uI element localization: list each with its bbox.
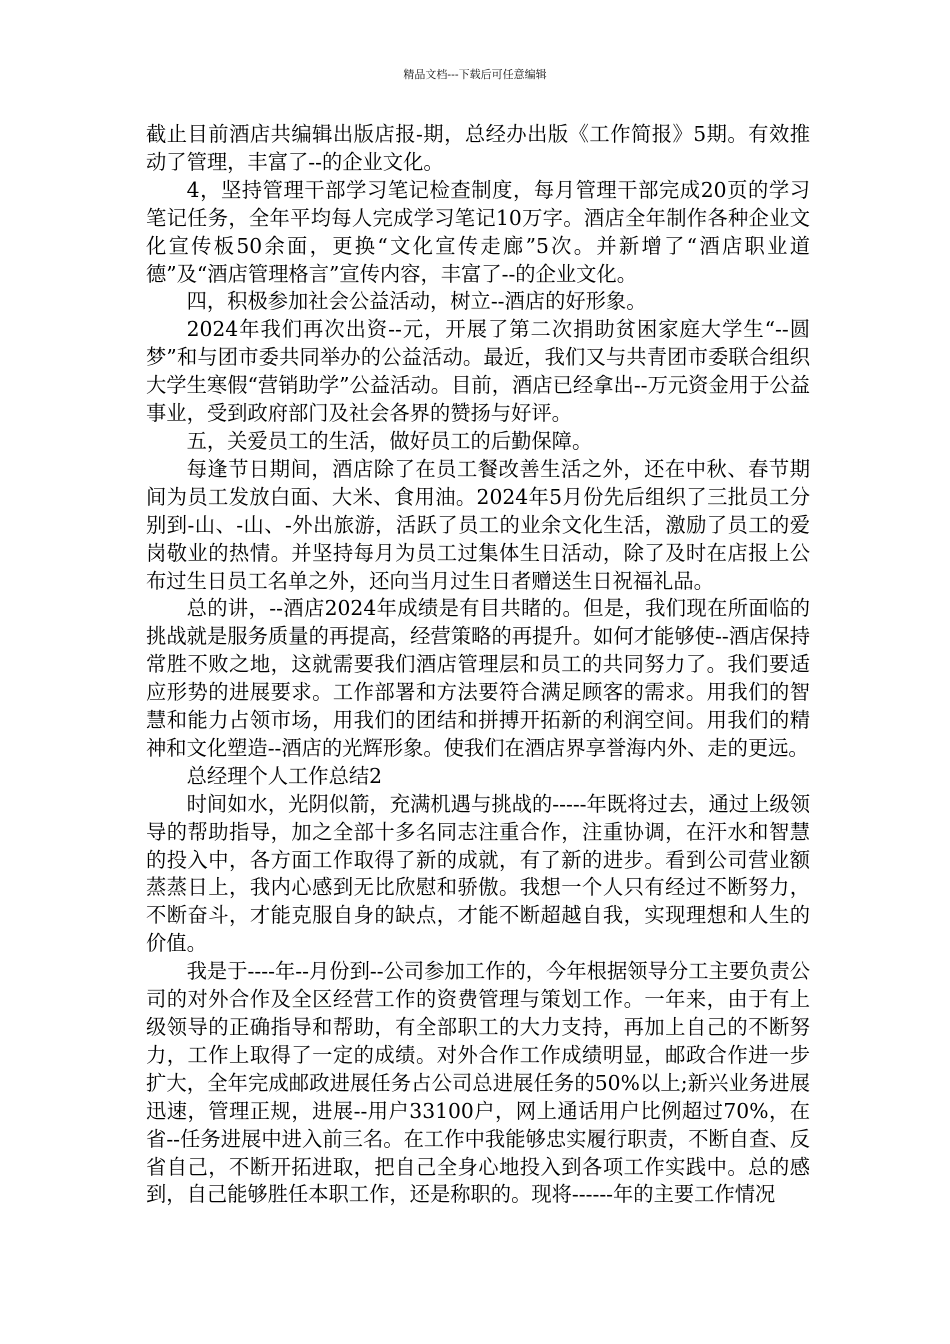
document-title: 总经理个人工作总结2 bbox=[186, 763, 383, 788]
paragraph: 总的讲，--酒店2024年成绩是有目共睹的。但是，我们现在所面临的挑战就是服务质量的再提高，经营策略的再提升。如何才能够使--酒店保持常胜不败之地，这就需要我们酒店管理层和员工的共同努力了。我们要适应形势的进展要求。工作部署和方法要符合满足顾客的需求。用我们的智慧和能力占领市场，用我们的团结和拼搏开拓新的利润空间。用我们的精神和文化塑造--酒店的光辉形象。使我们在酒店界享誉海内外、走的更远。 bbox=[146, 596, 810, 760]
section-heading: 四，积极参加社会公益活动，树立--酒店的好形象。 bbox=[186, 289, 647, 314]
paragraph: 时间如水，光阴似箭，充满机遇与挑战的-----年既将过去，通过上级领导的帮助指导，加之全部十多名同志注重合作，注重协调，在汗水和智慧的投入中，各方面工作取得了新的成就，有了新的进步。看到公司营业额蒸蒸日上，我内心感到无比欣慰和骄傲。我想一个人只有经过不断努力，不断奋斗，才能克服自身的缺点，才能不断超越自我，实现理想和人生的价值。 bbox=[146, 791, 810, 956]
paragraph: 我是于----年--月份到--公司参加工作的，今年根据领导分工主要负责公司的对外合作及全区经营工作的资费管理与策划工作。一年来，由于有上级领导的正确指导和帮助，有全部职工的大力支持，再加上自己的不断努力，工作上取得了一定的成绩。对外合作工作成绩明显，邮政合作进一步扩大，全年完成邮政进展任务占公司总进展任务的50%以上;新兴业务进展迅速，管理正规，进展--用户33100户，网上通话用户比例超过70%，在省--任务进展中进入前三名。在工作中我能够忠实履行职责，不断自查、反省自己，不断开拓进取，把自己全身心地投入到各项工作实践中。总的感到，自己能够胜任本职工作，还是称职的。现将------年的主要工作情况 bbox=[146, 959, 810, 1207]
paragraph: 截止目前酒店共编辑出版店报-期，总经办出版《工作简报》5期。有效推动了管理，丰富了--的企业文化。 bbox=[146, 122, 810, 174]
paragraph: 2024年我们再次出资--元，开展了第二次捐助贫困家庭大学生“--圆梦”和与团市委共同举办的公益活动。最近，我们又与共青团市委联合组织大学生寒假“营销助学”公益活动。目前，酒店已经拿出--万元资金用于公益事业，受到政府部门及社会各界的赞扬与好评。 bbox=[146, 317, 810, 426]
section-heading: 五，关爱员工的生活，做好员工的后勤保障。 bbox=[186, 428, 593, 453]
paragraph: 4，坚持管理干部学习笔记检查制度，每月管理干部完成20页的学习笔记任务，全年平均每人完成学习笔记10万字。酒店全年制作各种企业文化宣传板50余面，更换“文化宣传走廊”5次。并新增了“酒店职业道德”及“酒店管理格言”宣传内容，丰富了--的企业文化。 bbox=[146, 177, 810, 286]
page-header: 精品文档---下载后可任意编辑 bbox=[403, 68, 547, 81]
paragraph: 每逢节日期间，酒店除了在员工餐改善生活之外，还在中秋、春节期间为员工发放白面、大米、食用油。2024年5月份先后组织了三批员工分别到-山、-山、-外出旅游，活跃了员工的业余文化生活，激励了员工的爱岗敬业的热情。并坚持每月为员工过集体生日活动，除了及时在店报上公布过生日员工名单之外，还向当月过生日者赠送生日祝福礼品。 bbox=[146, 456, 810, 593]
document-body bbox=[146, 121, 810, 1209]
